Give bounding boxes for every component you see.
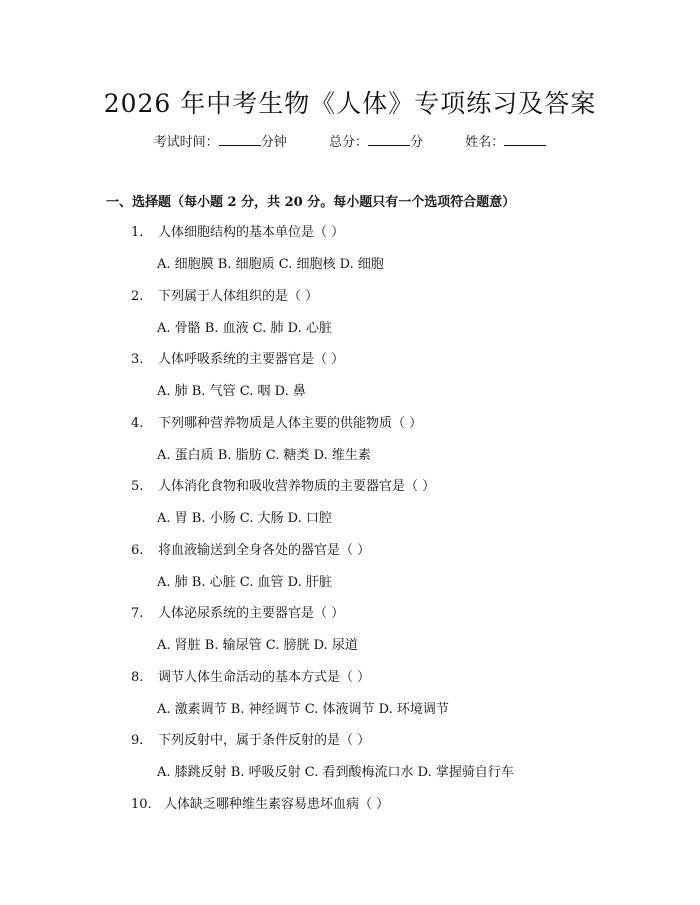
question-options: A. 细胞膜 B. 细胞质 C. 细胞核 D. 细胞 [157, 257, 384, 272]
question-number: 6. [131, 542, 144, 558]
question-item [0, 539, 700, 603]
name-label: 姓名： [465, 135, 505, 150]
question-item [0, 666, 700, 730]
question-number: 2. [131, 288, 144, 304]
question-number: 1. [131, 225, 144, 240]
question-text: 人体缺乏哪种维生素容易患坏血病（ ） [164, 796, 390, 812]
question-item [0, 793, 700, 857]
question-stem [131, 793, 389, 812]
time-blank [219, 133, 261, 146]
question-number: 5. [131, 479, 144, 494]
question-text: 人体消化食物和吸收营养物质的主要器官是（ ） [158, 479, 436, 494]
question-item [0, 348, 700, 412]
question-item [0, 729, 700, 793]
question-options: A. 胃 B. 小肠 C. 大肠 D. 口腔 [157, 511, 332, 526]
time-label: 考试时间： [153, 135, 219, 150]
question-item [0, 475, 700, 539]
question-text: 人体细胞结构的基本单位是（ ） [158, 225, 345, 240]
question-stem [131, 602, 344, 621]
score-blank [368, 133, 410, 146]
question-number: 8. [131, 669, 144, 685]
exam-info-line [0, 131, 700, 150]
score-unit: 分 [410, 135, 424, 150]
question-item [0, 285, 700, 349]
question-item [0, 221, 700, 285]
question-text: 下列属于人体组织的是（ ） [158, 288, 319, 304]
question-options: A. 蛋白质 B. 脂肪 C. 糖类 D. 维生素 [157, 447, 371, 463]
question-stem [131, 729, 370, 748]
question-stem [131, 221, 344, 240]
question-stem [131, 348, 344, 367]
question-options: A. 膝跳反射 B. 呼吸反射 C. 看到酸梅流口水 D. 掌握骑自行车 [157, 765, 514, 780]
question-item [0, 602, 700, 666]
time-unit: 分钟 [260, 135, 287, 150]
question-options: A. 激素调节 B. 神经调节 C. 体液调节 D. 环境调节 [157, 701, 449, 717]
question-options: A. 肾脏 B. 输尿管 C. 膀胱 D. 尿道 [157, 638, 358, 653]
question-text: 下列哪种营养物质是人体主要的供能物质（ ） [158, 415, 423, 431]
question-stem [131, 666, 370, 685]
question-text: 人体呼吸系统的主要器官是（ ） [158, 352, 345, 367]
question-number: 7. [131, 606, 144, 621]
question-stem [131, 412, 422, 431]
question-stem [131, 285, 318, 304]
question-number: 9. [131, 733, 144, 748]
question-number: 4. [131, 415, 144, 431]
question-options: A. 骨骼 B. 血液 C. 肺 D. 心脏 [157, 320, 332, 336]
question-options: A. 肺 B. 心脏 C. 血管 D. 肝脏 [157, 574, 332, 590]
question-number: 10. [131, 796, 152, 812]
question-text: 下列反射中，属于条件反射的是（ ） [158, 733, 371, 748]
question-stem [131, 539, 370, 558]
question-options: A. 肺 B. 气管 C. 咽 D. 鼻 [157, 384, 306, 399]
score-label: 总分： [328, 135, 368, 150]
question-text: 人体泌尿系统的主要器官是（ ） [158, 606, 345, 621]
question-text: 调节人体生命活动的基本方式是（ ） [158, 669, 371, 685]
document-title: 2026 年中考生物《人体》专项练习及答案 [103, 89, 597, 118]
section-heading: 一、选择题（每小题 2 分，共 20 分。每小题只有一个选项符合题意） [106, 195, 516, 210]
question-text: 将血液输送到全身各处的器官是（ ） [158, 542, 371, 558]
question-stem [131, 475, 435, 494]
name-blank [504, 133, 546, 146]
question-list [0, 221, 700, 856]
question-item [0, 412, 700, 476]
question-number: 3. [131, 352, 144, 367]
